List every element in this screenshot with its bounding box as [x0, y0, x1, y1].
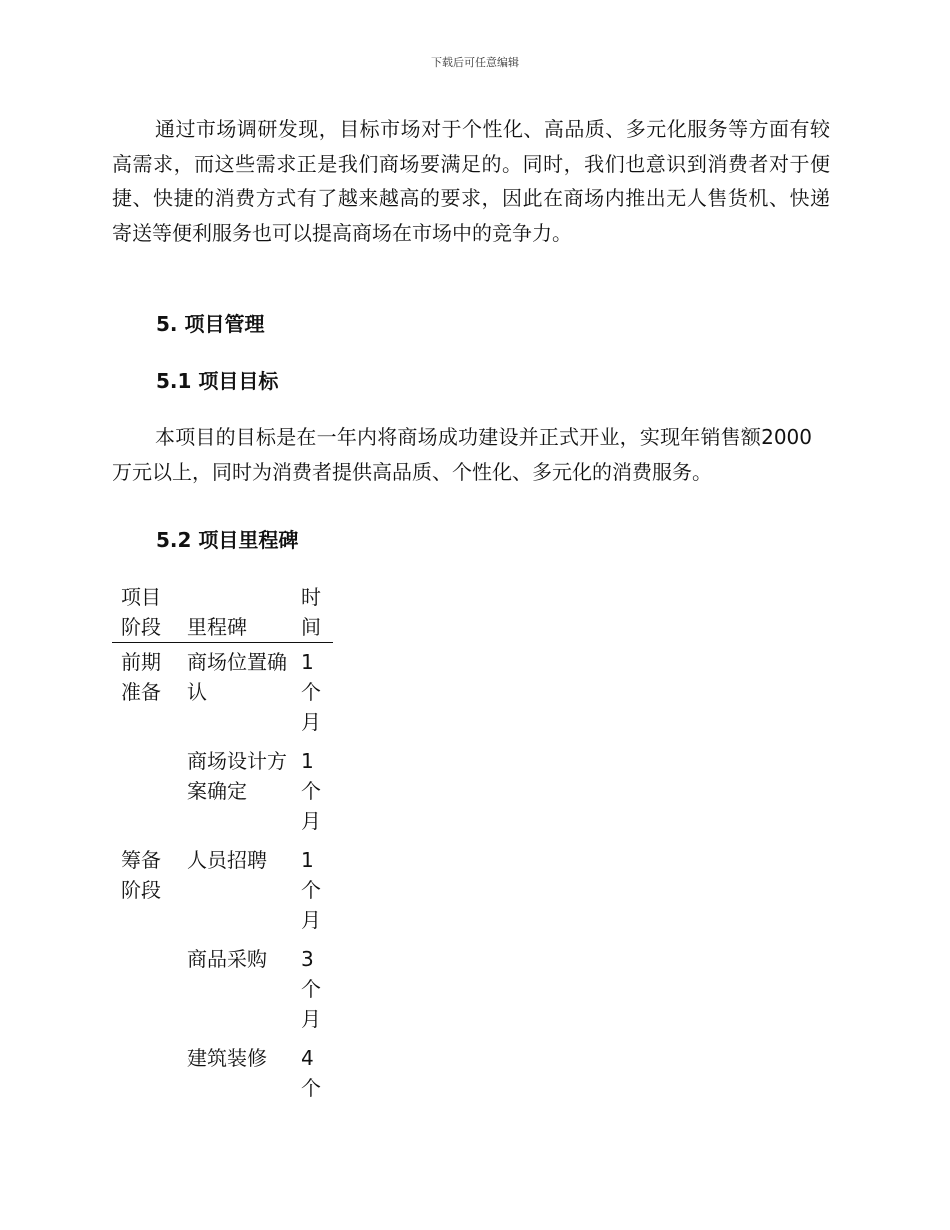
table-cell — [112, 742, 187, 841]
table-row — [112, 1039, 333, 1108]
header-phase: 项目阶段 — [121, 585, 161, 639]
milestone-table — [112, 582, 333, 1108]
table-cell: 1个月 — [301, 749, 321, 833]
table-cell: 3个月 — [301, 947, 321, 1031]
section-heading-project-management: 5. 项目管理 — [156, 312, 265, 336]
table-row — [112, 643, 333, 743]
table-cell: 商品采购 — [187, 947, 267, 971]
table-cell — [112, 940, 187, 1039]
table-row — [112, 742, 333, 841]
table-cell: 4个 — [301, 1046, 321, 1100]
table-cell: 1个月 — [301, 650, 321, 734]
page-header: 下载后可任意编辑 — [431, 56, 519, 69]
section-heading-project-goals: 5.1 项目目标 — [156, 369, 279, 393]
table-cell: 商场设计方案确定 — [187, 749, 287, 803]
table-cell: 1个月 — [301, 848, 321, 932]
table-cell — [112, 1039, 187, 1108]
header-time: 时间 — [301, 585, 321, 639]
table-cell: 建筑装修 — [187, 1046, 267, 1070]
table-cell: 筹备阶段 — [121, 848, 161, 902]
table-cell: 人员招聘 — [187, 848, 267, 872]
table-cell: 商场位置确认 — [187, 650, 287, 704]
market-research-paragraph: 通过市场调研发现，目标市场对于个性化、高品质、多元化服务等方面有较高需求，而这些需求正是我们商场要满足的。同时，我们也意识到消费者对于便捷、快捷的消费方式有了越来越高的要求，因此在商场内推出无人售货机、快递寄送等便利服务也可以提高商场在市场中的竞争力。 — [112, 117, 830, 245]
section-heading-milestones: 5.2 项目里程碑 — [156, 528, 299, 552]
table-cell: 前期准备 — [121, 650, 161, 704]
project-goals-paragraph: 本项目的目标是在一年内将商场成功建设并正式开业，实现年销售额2000万元以上，同时为消费者提供高品质、个性化、多元化的消费服务。 — [112, 425, 812, 484]
table-header-row — [112, 582, 333, 643]
table-row — [112, 841, 333, 940]
header-milestone: 里程碑 — [187, 615, 247, 639]
table-row — [112, 940, 333, 1039]
